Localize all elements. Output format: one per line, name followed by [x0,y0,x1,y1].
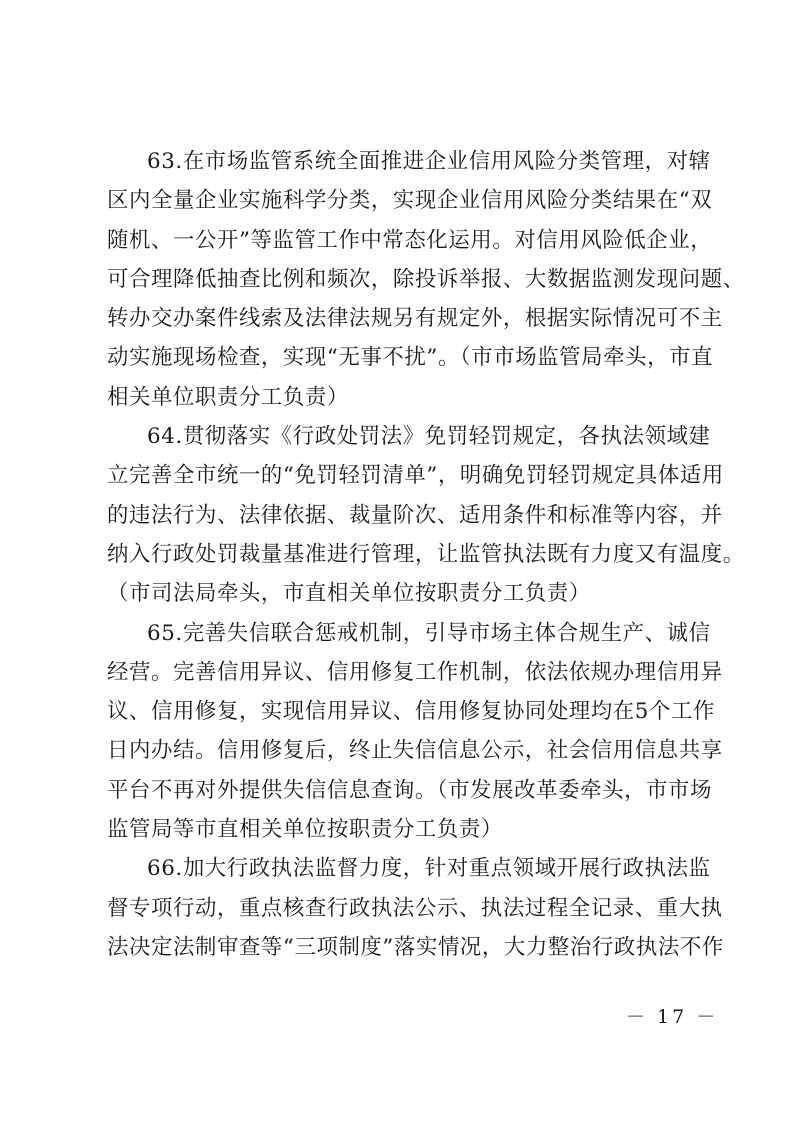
paragraph-65-line-3: 议、信用修复，实现信用异议、信用修复协同处理均在5个工作 [107,699,715,725]
body-text [107,142,745,967]
paragraph-64-line-4: 纳入行政处罚裁量基准进行管理，让监管执法既有力度又有温度。 [107,541,745,567]
paragraph-63-line-5: 转办交办案件线索及法律法规另有规定外，根据实际情况可不主 [107,306,723,332]
paragraph-63-line-6: 动实施现场检查，实现“无事不扰”。（市市场监管局牵头，市直 [107,345,714,371]
paragraph-65-line-4: 日内办结。信用修复后，终止失信信息公示，社会信用信息共享 [107,738,723,764]
paragraph-63-line-3: 随机、一公开”等监管工作中常态化运用。对信用风险低企业， [107,227,713,253]
paragraph-65-line-2: 经营。完善信用异议、信用修复工作机制，依法依规办理信用异 [107,659,723,685]
paragraph-64-line-5: （市司法局牵头，市直相关单位按职责分工负责） [107,581,591,607]
paragraph-66-line-2: 督专项行动，重点核查行政执法公示、执法过程全记录、重大执 [107,895,723,921]
paragraph-66-line-1: 66.加大行政执法监督力度，针对重点领域开展行政执法监 [147,856,711,882]
paragraph-63-line-2: 区内全量企业实施科学分类，实现企业信用风险分类结果在“双 [107,188,713,214]
paragraph-65-line-5: 平台不再对外提供失信信息查询。（市发展改革委牵头，市市场 [107,777,713,803]
page-number: － 17 － [626,1006,719,1028]
paragraph-64-line-2: 立完善全市统一的“免罚轻罚清单”，明确免罚轻罚规定具体适用 [107,463,724,489]
paragraph-65-line-6: 监管局等市直相关单位按职责分工负责） [107,817,503,843]
paragraph-64-line-1: 64.贯彻落实《行政处罚法》免罚轻罚规定，各执法领域建 [147,424,711,450]
paragraph-65-line-1: 65.完善失信联合惩戒机制，引导市场主体合规生产、诚信 [147,620,711,646]
paragraph-66-line-3: 法决定法制审查等“三项制度”落实情况，大力整治行政执法不作 [107,934,724,960]
paragraph-64-line-3: 的违法行为、法律依据、裁量阶次、适用条件和标准等内容，并 [107,502,723,528]
paragraph-63-line-4: 可合理降低抽查比例和频次，除投诉举报、大数据监测发现问题、 [107,266,745,292]
paragraph-63-line-7: 相关单位职责分工负责） [107,384,349,410]
paragraph-63-line-1: 63.在市场监管系统全面推进企业信用风险分类管理，对辖 [147,149,711,174]
